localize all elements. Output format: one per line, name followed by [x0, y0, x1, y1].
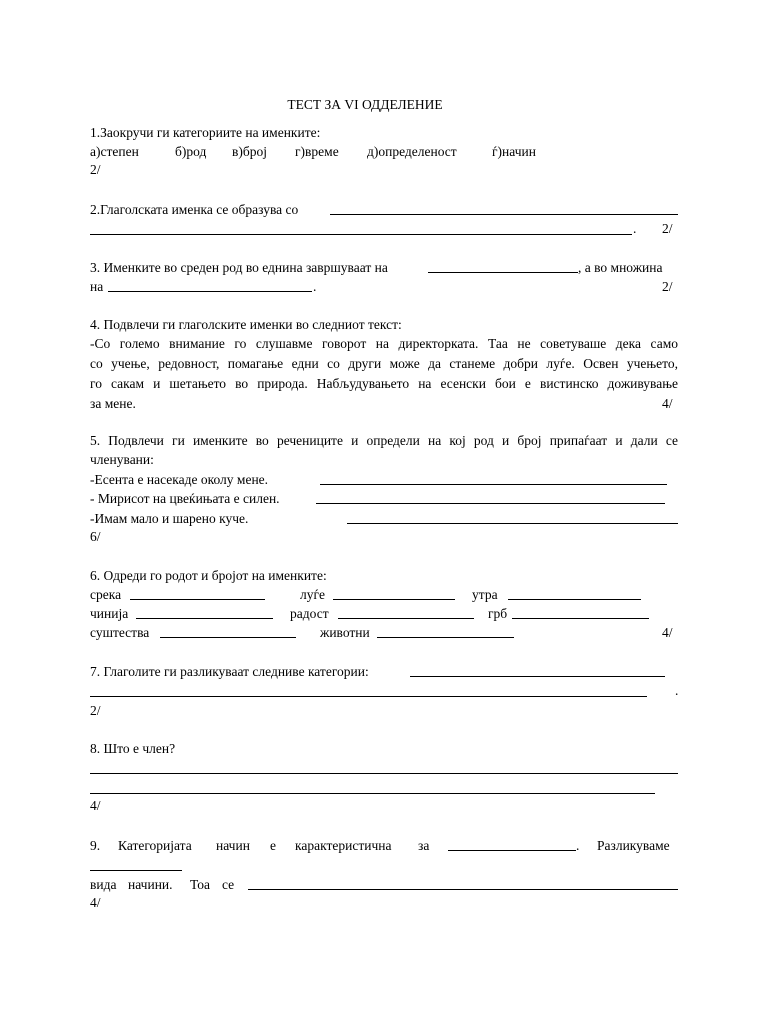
q4-text-line-4: за мене.: [90, 396, 136, 411]
q5-heading-2: членувани:: [90, 452, 154, 467]
q5-answer-line-1: [320, 484, 667, 485]
q2-text: 2.Глаголската именка се образува со: [90, 202, 299, 217]
q6-word-3: утра: [472, 587, 498, 602]
q6-word-5: радост: [290, 606, 329, 621]
q5-sentence-1: -Есента е насекаде околу мене.: [90, 472, 269, 487]
q9-word-5: карактеристична: [295, 838, 392, 853]
q3-score: 2/: [662, 279, 673, 294]
q1-score: 2/: [90, 162, 101, 177]
q4-text-line-3: го сакам и шетањето во природа. Набљудувањето на есенски бои е вистинско доживување: [90, 376, 678, 391]
q6-answer-line-3: [508, 599, 641, 600]
q5-sentence-2: - Мирисот на цвеќињата е силен.: [90, 491, 280, 506]
q3-answer-line-2: [108, 291, 312, 292]
q9-word-10: Тоа: [190, 877, 210, 892]
q7-answer-line-1: [410, 676, 665, 677]
q4-text-line-1: -Со големо внимание го слушавме говорот на директорката. Таа не советуваше дека само: [90, 336, 678, 351]
q9-answer-line-1: [448, 850, 576, 851]
q6-word-1: срека: [90, 587, 122, 602]
q7-score: 2/: [90, 703, 101, 718]
q2-answer-line-2: [90, 234, 632, 235]
q9-word-7: Разликуваме: [597, 838, 670, 853]
q9-answer-line-2: [90, 870, 182, 871]
q3-answer-line-1: [428, 272, 578, 273]
q6-answer-line-6: [512, 618, 649, 619]
q9-word-6: за: [418, 838, 430, 853]
q6-heading: 6. Одреди го родот и бројот на именките:: [90, 568, 327, 583]
q8-answer-line-2: [90, 793, 655, 794]
q4-text-line-2: со учење, редовност, помагање едни со други може да станеме добри луѓе. Освен учењето,: [90, 356, 678, 371]
q9-word-8: вида: [90, 877, 117, 892]
q6-answer-line-8: [377, 637, 514, 638]
q6-answer-line-2: [333, 599, 455, 600]
q6-answer-line-4: [136, 618, 273, 619]
q5-answer-line-2: [316, 503, 665, 504]
q6-score: 4/: [662, 625, 673, 640]
q8-score: 4/: [90, 798, 101, 813]
q6-answer-line-7: [160, 637, 296, 638]
q6-answer-line-1: [130, 599, 265, 600]
q8-text: 8. Што е член?: [90, 741, 176, 756]
q7-text: 7. Глаголите ги разликуваат следниве категории:: [90, 664, 369, 679]
q6-word-7: суштества: [90, 625, 150, 640]
q7-answer-line-2: [90, 696, 647, 697]
q5-heading-1: 5. Подвлечи ги именките во речениците и определи на кој род и број припаѓаат и дали се: [90, 433, 678, 448]
q1-option-d: д)определеност: [367, 144, 457, 159]
q9-answer-line-3: [248, 889, 678, 890]
q3-end: .: [313, 279, 317, 294]
q4-heading: 4. Подвлечи ги глаголските именки во следниот текст:: [90, 317, 402, 332]
q3-text-3: на: [90, 279, 104, 294]
q5-answer-line-3: [347, 523, 678, 524]
q9-word-3: начин: [216, 838, 250, 853]
q5-score: 6/: [90, 529, 101, 544]
q1-text: 1.Заокручи ги категориите на именките:: [90, 125, 321, 140]
q9-score: 4/: [90, 895, 101, 910]
q1-option-v: в)број: [232, 144, 267, 159]
q9-word-11: се: [222, 877, 235, 892]
q2-end: .: [633, 221, 637, 236]
q3-text-1: 3. Именките во среден род во еднина завршуваат на: [90, 260, 388, 275]
q1-option-a: а)степен: [90, 144, 139, 159]
q9-word-2: Категоријата: [118, 838, 192, 853]
q1-option-g: г)време: [295, 144, 339, 159]
q6-answer-line-5: [338, 618, 474, 619]
q2-answer-line-1: [330, 214, 678, 215]
q7-end: .: [675, 683, 679, 698]
q8-answer-line-1: [90, 773, 678, 774]
q2-score: 2/: [662, 221, 673, 236]
q9-word-1: 9.: [90, 838, 101, 853]
q6-word-8: животни: [320, 625, 370, 640]
q4-score: 4/: [662, 396, 673, 411]
q6-word-4: чинија: [90, 606, 129, 621]
q3-text-2: , а во множина: [578, 260, 663, 275]
q6-word-6: грб: [488, 606, 508, 621]
q6-word-2: луѓе: [300, 587, 326, 602]
q9-end-1: .: [576, 838, 580, 853]
q1-option-gj: ѓ)начин: [492, 144, 536, 159]
page-title: ТЕСТ ЗА VI ОДДЕЛЕНИЕ: [287, 97, 443, 112]
q9-word-4: е: [270, 838, 276, 853]
q5-sentence-3: -Имам мало и шарено куче.: [90, 511, 249, 526]
q9-word-9: начини.: [128, 877, 173, 892]
q1-option-b: б)род: [175, 144, 207, 159]
